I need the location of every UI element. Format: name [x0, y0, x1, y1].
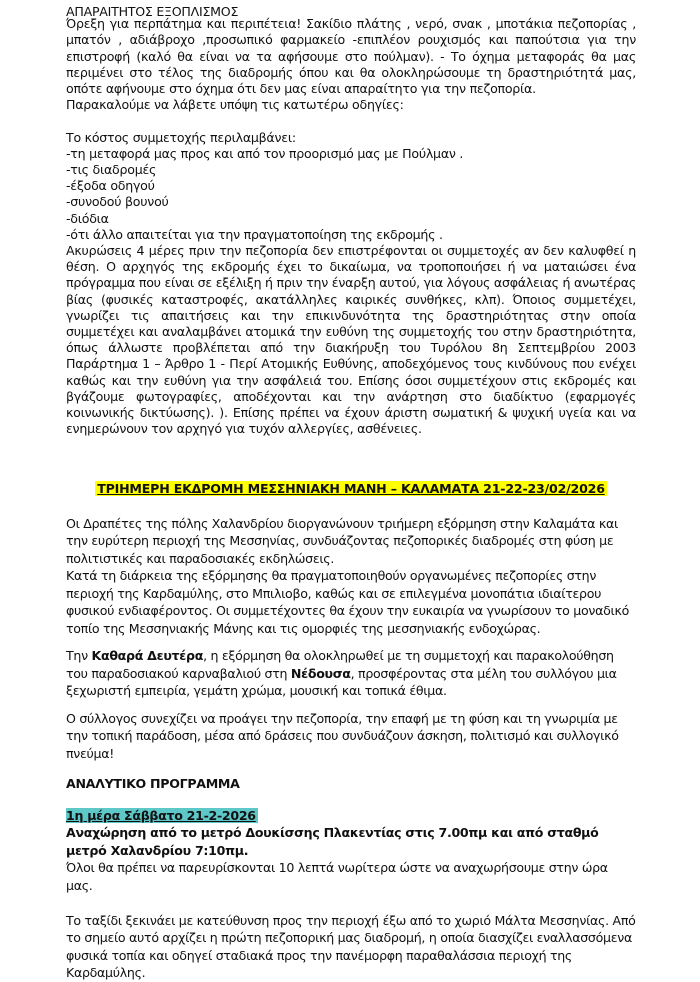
cost-item: -τη μεταφορά μας προς και από τον προορισμό μας με Πούλμαν . [66, 145, 464, 161]
day1-note: Όλοι θα πρέπει να παρευρίσκονται 10 λεπτά νωρίτερα ώστε να αναχωρήσουμε στην ώρα μας. [66, 860, 608, 893]
trip-intro-2: Κατά τη διάρκεια της εξόρμησης θα πραγματοποιηθούν οργανωμένες πεζοπορίες στην περιοχή της Καρδαμύλης, στο Μπιλιοβο, καθώς και σε επιλεγμένα μονοπάτια ιδιαίτερου φυσικού ενδιαφέροντος. Οι συμμετέχοντες θα έχουν την ευκαιρία να γνωρίσουν το μοναδικό τοπίο της Μεσσηνιακής Μάνης και τις ομορφιές της μεσσηνιακής ενδοχώρας. [66, 568, 630, 636]
document-page [66, 0, 636, 982]
spacer [66, 700, 636, 710]
cost-item: -διόδια [66, 210, 109, 226]
terms-paragraph: Ακυρώσεις 4 μέρες πριν την πεζοπορία δεν επιστρέφονται οι συμμετοχές αν δεν καλυφθεί η θέση. Ο αρχηγός της εκδρομής έχει το δικαίωμα, να τροποποιήσει ή να ματαιώσει ένα πρόγραμμα που είναι σε εξέλιξη ή πριν την έναρξη αυτού, για λόγους ασφάλειας ή ανωτέρας βίας (φυσικές καταστροφές, ακατάλληλες καιρικές συνθήκες, κλπ). Όποιος συμμετέχει, γνωρίζει τις απαιτήσεις και την επικινδυνότητα της δραστηριότητας στην οποία συμμετέχει και αναλαμβάνει ατομικά την ευθύνη της συμμετοχής του στην δραστηριότητα, όπως άλλωστε προβλέπεται από την διακήρυξη του Τυρόλου 8η Σεπτεμβρίου 2003 Παράρτημα 1 – Άρθρο 1 - Περί Ατομικής Ευθύνης, αποδεχόμενος τους κινδύνους που ενέχει καθώς και την ευθύνη για την ασφάλειά του. Επίσης όσοι συμμετέχουν στις εκδρομές και βγάζουμε φωτογραφίες, αποδέχονται και την ανάρτηση στο διαδίκτυο (εφαρμογές κοινωνικής δικτύωσης). ). Επίσης πρέπει να έχουν άριστη σωματική & ψυχική υγεία και να ενημερώνουν τον αρχηγό για τυχόν αλλεργίες, ασθένειες. [66, 243, 636, 437]
trip-heading-text: ΤΡΙΗΜΕΡΗ ΕΚΔΡΟΜΗ ΜΕΣΣΗΝΙΑΚΗ ΜΑΝΗ – ΚΑΛΑΜΑΤΑ 21-22-23/02/2026 [97, 481, 605, 497]
clean-monday-paragraph [66, 647, 636, 700]
trip-section [66, 480, 636, 982]
instructions-text: Παρακαλούμε να λάβετε υπόψη τις κατωτέρω οδηγίες: [66, 97, 404, 113]
closing-paragraph: Ο σύλλογος συνεχίζει να προάγει την πεζοπορία, την επαφή με τη φύση και τη γνωριμία με την τοπική παράδοση, μέσα από δράσεις που συνδυάζουν άσκηση, πολιτισμό και συλλογικό πνεύμα! [66, 710, 619, 761]
day1-label-text: 1η μέρα Σάββατο 21-2-2026 [66, 807, 256, 823]
spacer [66, 894, 636, 912]
cost-item: -έξοδα οδηγού [66, 178, 155, 194]
equipment-title: ΑΠΑΡΑΙΤΗΤΟΣ ΕΞΟΠΛΙΣΜΟΣ [66, 4, 239, 19]
cost-item: -τις διαδρομές [66, 162, 157, 178]
cost-intro: Το κόστος συμμετοχής περιλαμβάνει: [66, 129, 296, 145]
spacer [66, 637, 636, 647]
text-run: , η εξόρμηση θα ολοκληρωθεί με τη συμμετοχή και παρακολούθηση του παραδοσιακού καρναβαλιού στη [66, 648, 614, 681]
equipment-paragraph: Όρεξη για περπάτημα και περιπέτεια! Σακίδιο πλάτης , νερό, σνακ , μποτάκια πεζοπορίας , μπατόν , αδιάβροχο ,προσωπικό φαρμακείο -επιπλέον ρουχισμός και παπούτσια για την επιστροφή (καλό θα είναι να τα αφήσουμε στο πούλμαν). - Το όχημα μεταφοράς θα μας περιμένει στο τέλος της διαδρομής όπου και θα ολοκληρώσουμε τη δραστηριότητά μας, οπότε αφήνουμε στο όχημα ότι δεν μας είναι απαραίτητο για την πεζοπορία. [66, 16, 636, 97]
text-run: Την [66, 648, 92, 664]
trip-intro-1: Οι Δραπέτες της πόλης Χαλανδρίου διοργανώνουν τριήμερη εξόρμηση στην Καλαμάτα και την ευρύτερη περιοχή της Μεσσηνίας, συνδυάζοντας πεζοπορικές διαδρομές στη φύση με πολιτιστικές και παραδοσιακές εκδηλώσεις. [66, 515, 618, 566]
cost-item: -συνοδού βουνού [66, 194, 169, 210]
program-title: ΑΝΑΛΥΤΙΚΟ ΠΡΟΓΡΑΜΜΑ [66, 776, 240, 792]
spacer [66, 113, 636, 129]
equipment-section [66, 0, 636, 437]
day1-label [66, 807, 636, 825]
day1-departure: Αναχώρηση από το μετρό Δουκίσσης Πλακεντίας στις 7.00πμ και από σταθμό μετρό Χαλανδρίου 7:10πμ. [66, 825, 599, 858]
cost-item: -ότι άλλο απαιτείται για την πραγματοποίηση της εκδρομής . [66, 226, 443, 242]
day1-description: Το ταξίδι ξεκινάει με κατεύθυνση προς την περιοχή έξω από το χωριό Μάλτα Μεσσηνίας. Από το σημείο αυτό αρχίζει η πρώτη πεζοπορική μας διαδρομή, η οποία διασχίζει εναλλασσόμενα φυσικά τοπία και οδηγεί σταδιακά προς την πανέμορφη παραθαλάσσια περιοχή της Καρδαμύλης. [66, 912, 636, 981]
clean-monday-bold: Καθαρά Δευτέρα [91, 648, 204, 664]
text-run: , προσφέροντας στα μέλη του συλλόγου μια ξεχωριστή εμπειρία, γεμάτη χρώμα, μουσική και τοπικά έθιμα. [66, 665, 617, 699]
nedousa-bold: Νέδουσα [290, 665, 351, 681]
trip-heading [66, 480, 636, 498]
